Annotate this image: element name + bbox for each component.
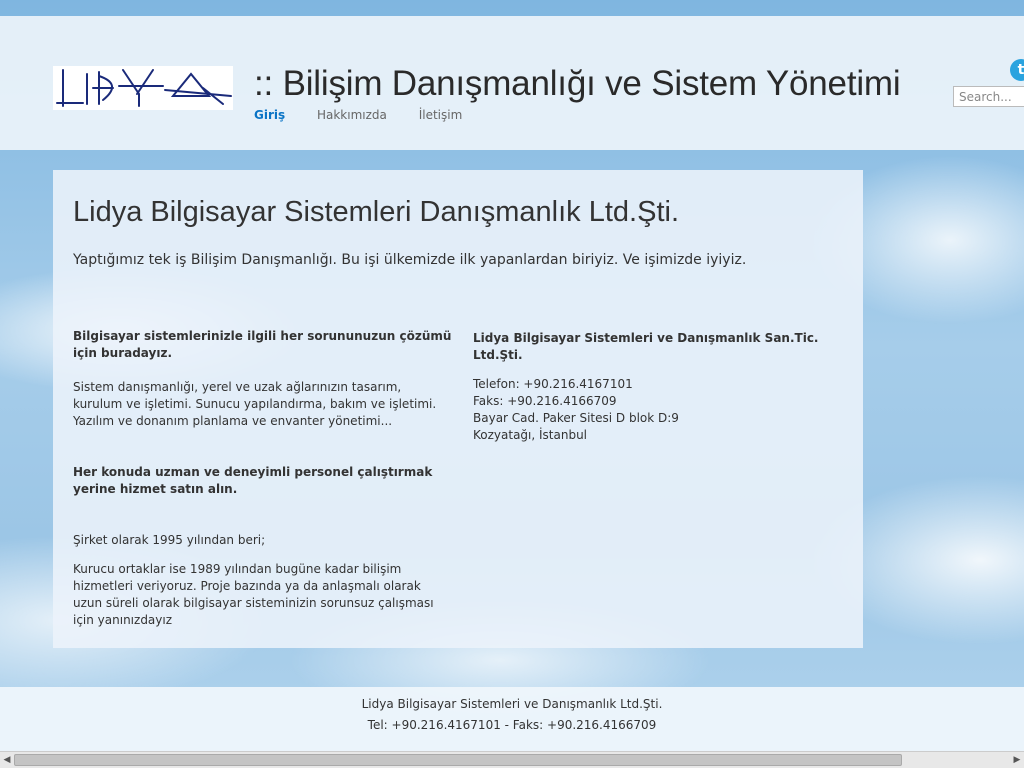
scroll-right-arrow-icon[interactable]: ▶ bbox=[1013, 755, 1021, 765]
page-title: Lidya Bilgisayar Sistemleri Danışmanlık Ltd.Şti. bbox=[73, 196, 680, 228]
horizontal-scrollbar[interactable] bbox=[0, 751, 1024, 768]
left-column bbox=[73, 328, 453, 629]
footer-contact: Tel: +90.216.4167101 - Faks: +90.216.4166709 bbox=[367, 718, 657, 732]
left-paragraph-1: Sistem danışmanlığı, yerel ve uzak ağlarınızın tasarım, kurulum ve işletimi. Sunucu yapılandırma, bakım ve işletimi. Yazılım ve donanım planlama ve envanter yönetimi... bbox=[73, 380, 437, 428]
nav-item-contact[interactable]: İletişim bbox=[418, 108, 463, 122]
site-logo[interactable] bbox=[53, 66, 233, 110]
twitter-icon[interactable]: t bbox=[1010, 59, 1024, 81]
left-paragraph-2: Şirket olarak 1995 yılından beri; bbox=[73, 533, 266, 547]
nav-item-home[interactable]: Giriş bbox=[254, 108, 286, 122]
search-input[interactable] bbox=[953, 86, 1024, 107]
logo-lidya-image bbox=[53, 66, 233, 110]
contact-company: Lidya Bilgisayar Sistemleri ve Danışmanlık San.Tic. Ltd.Şti. bbox=[473, 331, 819, 362]
scrollbar-thumb[interactable] bbox=[14, 754, 902, 766]
main-content bbox=[53, 170, 863, 648]
intro-text: Yaptığımız tek iş Bilişim Danışmanlığı. Bu işi ülkemizde ilk yapanlardan biriyiz. Ve işimizde iyiyiz. bbox=[73, 252, 747, 268]
site-title: :: Bilişim Danışmanlığı ve Sistem Yönetimi bbox=[254, 64, 901, 103]
site-header bbox=[0, 16, 1024, 150]
nav-item-about[interactable]: Hakkımızda bbox=[316, 108, 387, 122]
contact-fax: Faks: +90.216.4166709 bbox=[473, 394, 617, 408]
scroll-left-arrow-icon[interactable]: ◀ bbox=[3, 755, 11, 765]
contact-address-line-2: Kozyatağı, İstanbul bbox=[473, 428, 588, 442]
left-heading-2: Her konuda uzman ve deneyimli personel çalıştırmak yerine hizmet satın alın. bbox=[73, 465, 433, 496]
contact-phone: Telefon: +90.216.4167101 bbox=[473, 377, 633, 391]
footer-company: Lidya Bilgisayar Sistemleri ve Danışmanlık Ltd.Şti. bbox=[361, 697, 663, 711]
left-heading-1: Bilgisayar sistemlerinizle ilgili her sorununuzun çözümü için buradayız. bbox=[73, 329, 452, 360]
site-footer bbox=[0, 687, 1024, 751]
left-paragraph-3: Kurucu ortaklar ise 1989 yılından bugüne kadar bilişim hizmetleri veriyoruz. Proje bazında ya da anlaşmalı olarak uzun süreli olarak bilgisayar sisteminizin sorunsuz çalışması için yanınızdayız bbox=[73, 562, 434, 627]
contact-address-line-1: Bayar Cad. Paker Sitesi D blok D:9 bbox=[473, 411, 679, 425]
main-nav bbox=[254, 108, 490, 122]
contact-column bbox=[473, 330, 853, 444]
